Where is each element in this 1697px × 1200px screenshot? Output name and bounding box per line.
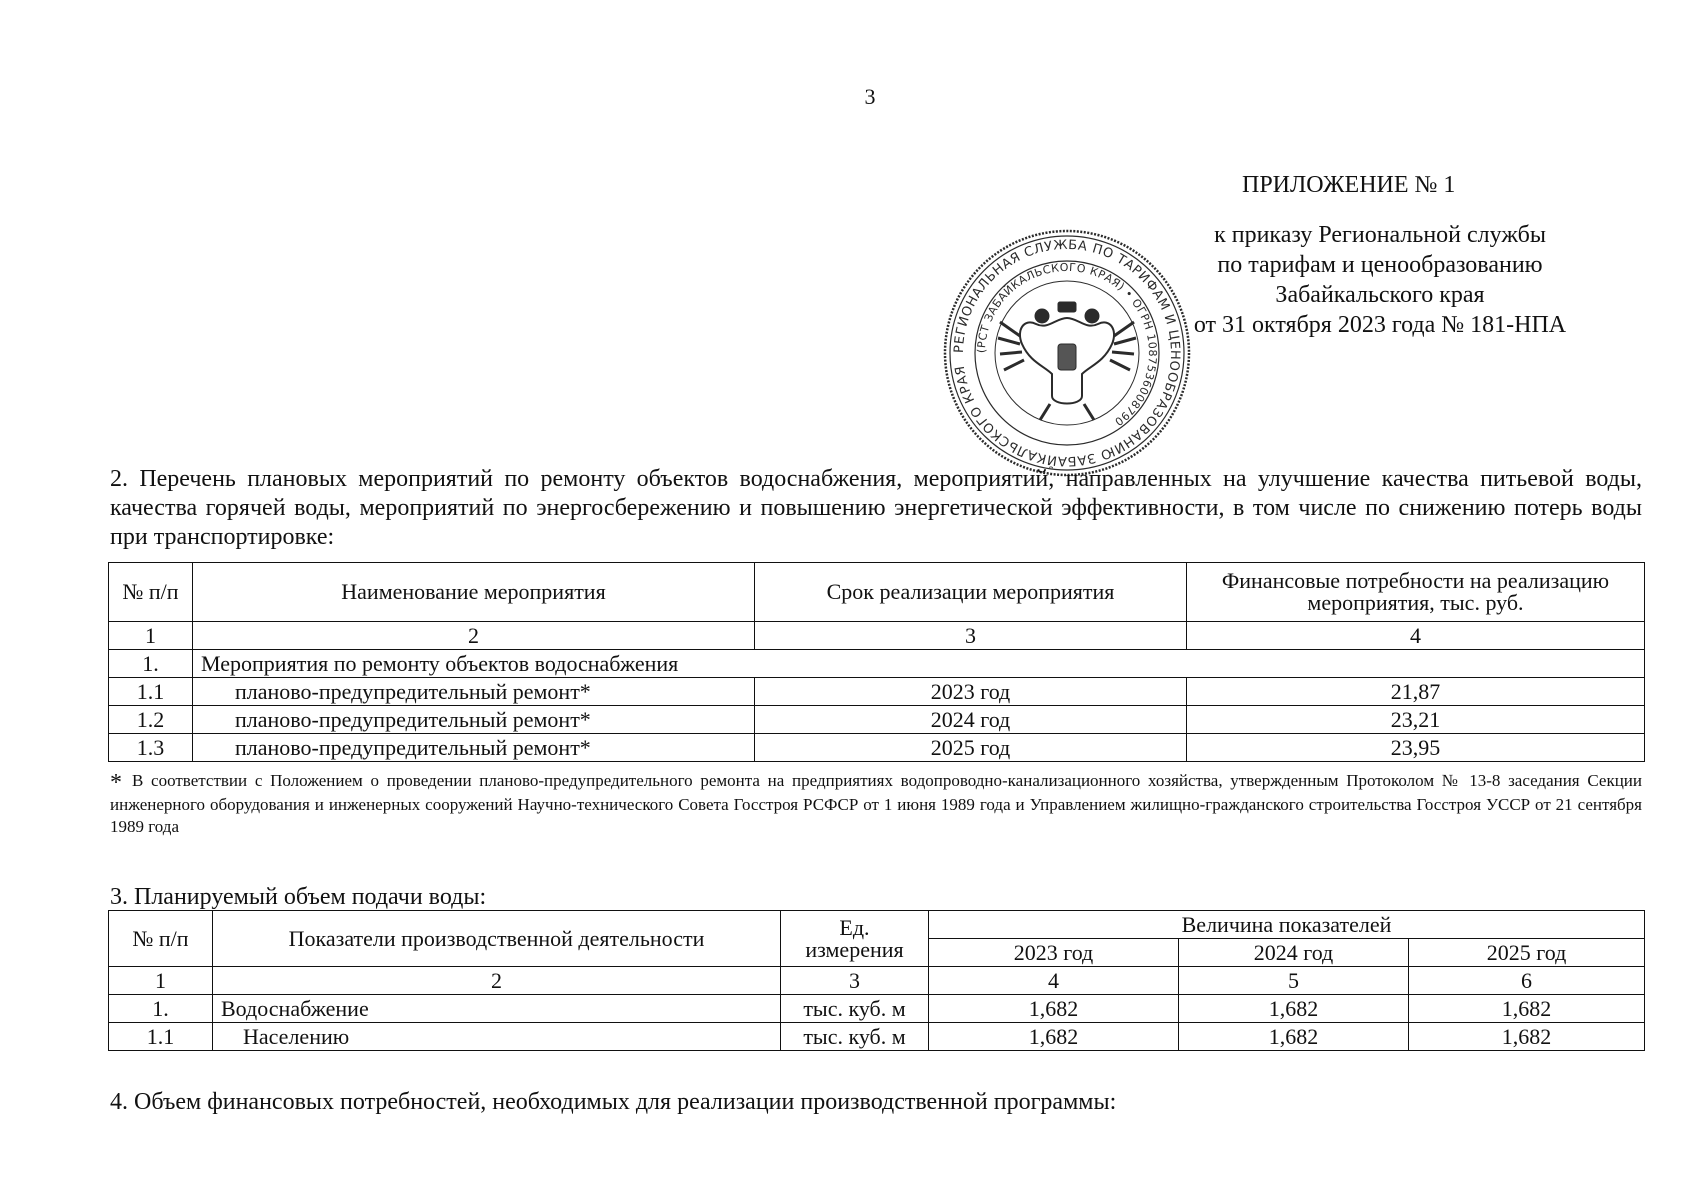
header-indicator: Показатели производственной деятельности [213, 911, 781, 967]
footnote-star: * [110, 770, 122, 796]
column-number: 1 [109, 967, 213, 995]
footnote [110, 770, 1642, 838]
header-num: № п/п [109, 563, 193, 622]
row-unit: тыс. куб. м [781, 1023, 929, 1051]
column-numbers-row [109, 967, 1645, 995]
appendix-title: ПРИЛОЖЕНИЕ № 1 [1242, 172, 1456, 198]
section-3-heading: 3. Планируемый объем подачи воды: [110, 884, 487, 910]
row-term: 2024 год [755, 706, 1187, 734]
table-row [109, 678, 1645, 706]
row-num: 1.2 [109, 706, 193, 734]
appendix-header [1150, 170, 1610, 340]
appendix-line-2: по тарифам и ценообразованию [1217, 252, 1543, 278]
column-number: 1 [109, 622, 193, 650]
row-value-2023: 1,682 [929, 1023, 1179, 1051]
header-year: 2025 год [1409, 939, 1645, 967]
column-number: 3 [781, 967, 929, 995]
header-year: 2023 год [929, 939, 1179, 967]
group-row [109, 650, 1645, 678]
table-row [109, 734, 1645, 762]
appendix-line-4: от 31 октября 2023 года № 181-НПА [1193, 312, 1567, 338]
row-unit: тыс. куб. м [781, 995, 929, 1023]
row-cost: 23,95 [1187, 734, 1645, 762]
column-number: 2 [213, 967, 781, 995]
official-seal-stamp [940, 226, 1194, 480]
row-measure-name: планово-предупредительный ремонт* [193, 706, 755, 734]
row-num: 1.3 [109, 734, 193, 762]
row-num: 1.1 [109, 1023, 213, 1051]
table-row [109, 706, 1645, 734]
section-2-heading: 2. Перечень плановых мероприятий по ремонту объектов водоснабжения, мероприятий, направленных на улучшение качества питьевой воды, качества горячей воды, мероприятий по энергосбережению и повышению энергетической эффективности, в том числе по снижению потерь воды при транспортировке: [110, 466, 1642, 550]
column-numbers-row [109, 622, 1645, 650]
repair-measures-table [108, 562, 1645, 762]
row-value-2023: 1,682 [929, 995, 1179, 1023]
header-year: 2024 год [1179, 939, 1409, 967]
page-number: 3 [864, 84, 876, 109]
row-cost: 23,21 [1187, 706, 1645, 734]
row-value-2025: 1,682 [1409, 1023, 1645, 1051]
row-value-2025: 1,682 [1409, 995, 1645, 1023]
row-measure-name: планово-предупредительный ремонт* [193, 678, 755, 706]
table-header-row [109, 911, 1645, 939]
table-row [109, 1023, 1645, 1051]
column-number: 3 [755, 622, 1187, 650]
header-num: № п/п [109, 911, 213, 967]
row-cost: 21,87 [1187, 678, 1645, 706]
row-num: 1.1 [109, 678, 193, 706]
row-term: 2025 год [755, 734, 1187, 762]
table-header-row [109, 563, 1645, 622]
column-number: 2 [193, 622, 755, 650]
column-number: 5 [1179, 967, 1409, 995]
header-measure-name: Наименование мероприятия [193, 563, 755, 622]
column-number: 4 [929, 967, 1179, 995]
appendix-line-1: к приказу Региональной службы [1214, 222, 1546, 248]
header-term: Срок реализации мероприятия [755, 563, 1187, 622]
row-num: 1. [109, 995, 213, 1023]
header-unit: Ед. измерения [781, 911, 929, 967]
row-indicator: Населению [213, 1023, 781, 1051]
row-num: 1. [109, 650, 193, 678]
header-values: Величина показателей [929, 911, 1645, 939]
row-value-2024: 1,682 [1179, 1023, 1409, 1051]
appendix-line-3: Забайкальского края [1275, 282, 1485, 308]
group-name: Мероприятия по ремонту объектов водоснабжения [193, 650, 1645, 678]
footnote-text: В соответствии с Положением о проведении планово-предупредительного ремонта на предприятиях водопроводно-канализационного хозяйства, утвержденным Протоколом № 13-8 заседания Секции инженерного оборудования и инженерных сооружений Научно-технического Совета Госстроя РСФСР от 1 июня 1989 года и Управлением жилищно-гражданского строительства Госстроя УССР от 21 сентября 1989 года [110, 771, 1642, 836]
table-row [109, 995, 1645, 1023]
stamp-outer-text: РЕГИОНАЛЬНАЯ СЛУЖБА ПО ТАРИФАМ И ЦЕНООБРАЗОВАНИЮ ЗАБАЙКАЛЬСКОГО КРАЯ [951, 237, 1183, 469]
column-number: 4 [1187, 622, 1645, 650]
water-supply-volume-table [108, 910, 1645, 1051]
header-financial-needs: Финансовые потребности на реализацию мероприятия, тыс. руб. [1187, 563, 1645, 622]
row-measure-name: планово-предупредительный ремонт* [193, 734, 755, 762]
section-4-heading: 4. Объем финансовых потребностей, необходимых для реализации производственной программы: [110, 1089, 1117, 1115]
stamp-inner-text: (РСТ ЗАБАЙКАЛЬСКОГО КРАЯ) • ОГРН 1087536008790 [974, 260, 1160, 429]
row-value-2024: 1,682 [1179, 995, 1409, 1023]
column-number: 6 [1409, 967, 1645, 995]
row-indicator: Водоснабжение [213, 995, 781, 1023]
row-term: 2023 год [755, 678, 1187, 706]
double-headed-eagle-icon [998, 302, 1136, 420]
